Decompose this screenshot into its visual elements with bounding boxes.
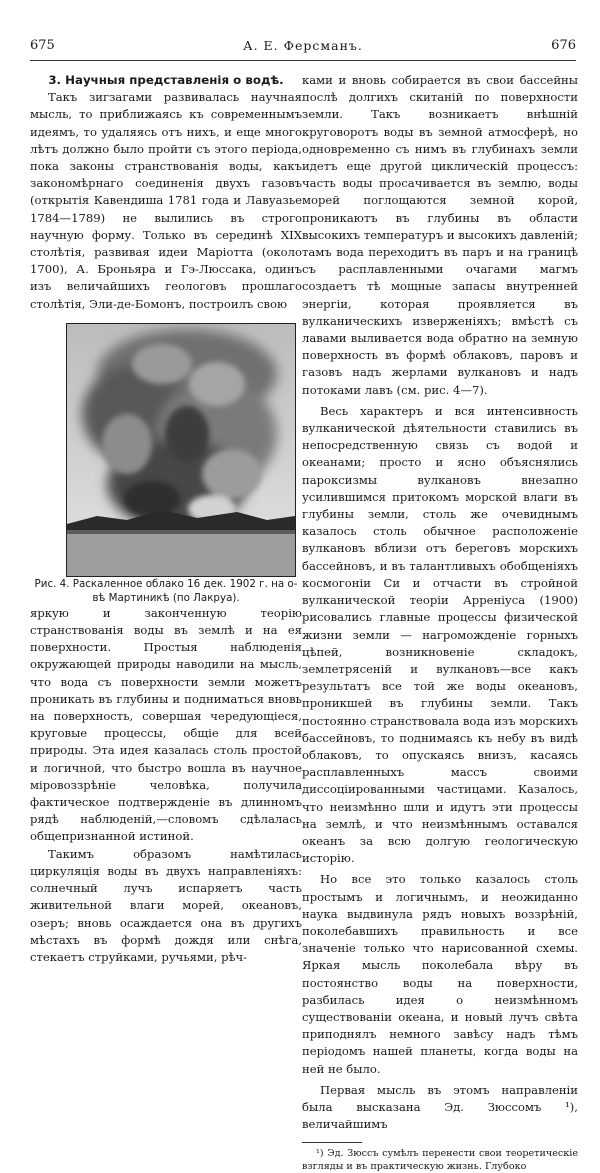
right-column	[302, 72, 578, 1173]
paragraph: Такимъ образомъ намѣтилась циркуляція воды въ двухъ направленіяхъ: солнечный лучъ испаряетъ часть живительной влаги морей, океановъ, озеръ; вновь осаждается она въ другихъ мѣстахъ въ формѣ дождя или снѣга, стекаетъ струйками, ручьями, рѣч-	[30, 846, 302, 964]
paragraph: яркую и законченную теорію странствованія воды въ землѣ и на ея поверхности. Простыя наблюденія окружающей природы наводили на мысль, что вода съ поверхности земли можетъ проникать въ глубины и подниматься вновь на поверхность, совершая чередующіеся, круговые процессы, общіе для всей природы. Эта идея казалась столь простой и логичной, что быстро вошла въ научное міровоззрѣніе человѣка, получила фактическое подтвержденіе въ длинномъ рядѣ наблюденій,—словомъ сдѣлалась общепризнанной истиной.	[30, 605, 302, 844]
paragraph: Весь характеръ и вся интенсивность вулканической дѣятельности ставились въ непосредственную связь съ водой и океанами; просто и ясно объяснялись пароксизмы вулкановъ внезапно усилившимся притокомъ морской влаги въ глубины земли, столь же очевиднымъ казалось столь обычное расположеніе вулкановъ вблизи отъ береговъ морскихъ бассейновъ, и въ талантливыхъ обобщеніяхъ космогоніи Си и отчасти въ стройной вулканической теоріи Арреніуса (1900) рисовались главные процессы физической жизни земли — нагроможденіе горныхъ цѣпей, возникновеніе складокъ, землетрясеній и вулкановъ—все какъ результатъ все той же воды океановъ, проникшей въ глубины земли. Такъ постоянно странствовала вода изъ морскихъ бассейновъ, то поднимаясь къ небу въ видѣ облаковъ, то опускаясь внизъ, касаясь расплавленныхъ массъ своими диссоціированными частицами. Казалось, что неизмѣнно шли и идутъ эти процессы на землѣ, и что неизмѣннымъ оставался океанъ за всю долгую геологическую исторію.	[302, 403, 578, 866]
paragraph: Но все это только казалось столь простымъ и логичнымъ, и неожиданно наука выдвинула рядъ новыхъ воззрѣній, поколебавшихъ правильность и все значеніе только что нарисованной схемы. Яркая мысль поколебала вѣру въ постоянство воды на поверхности, разбилась идея о неизмѣнномъ существованіи океана, и новый лучъ свѣта приподнялъ немного завѣсу надъ тѣмъ періодомъ нашей планеты, когда воды на ней не было.	[302, 872, 578, 1076]
footnote-rule	[302, 1142, 362, 1143]
page-number-left: 675	[30, 38, 55, 53]
paragraph: Первая мысль въ этомъ направленіи была высказана Эд. Зюссомъ ¹), величайшимъ	[302, 1082, 578, 1132]
volcano-cloud-image	[67, 324, 295, 576]
page-number-right: 676	[551, 38, 576, 53]
volcano-photo	[66, 323, 296, 577]
section-title: 3. Научныя представленія о водѣ.	[48, 73, 284, 87]
left-column	[30, 72, 302, 966]
footnote: ¹) Эд. Зюссъ сумѣлъ перенести свои теоретическіе взгляды и въ практическую жизнь. Глубоко	[302, 1148, 578, 1173]
paragraph: Такъ зигзагами развивалась научная мысль, то приближаясь къ современнымъ идеямъ, то удаляясь отъ нихъ, и еще много лѣтъ должно было пройти съ этого періода, пока законы странствованія воды, какъ закономѣрнаго соединенія двухъ газовъ (открытія Кавендиша 1781 года и Лавуазье 1784—1789) не вылились въ строго научную форму. Только въ серединѣ XIX столѣтія, развивая идеи Маріотта (около 1700), А. Броньяра и Гэ-Люссака, одинъ изъ величайшихъ геологовъ прошлаго столѣтія, Эли-де-Бомонъ, построилъ свою	[30, 90, 302, 311]
page-header	[30, 38, 576, 56]
figure-caption: Рис. 4. Раскаленное облако 16 дек. 1902 г. на о-вѣ Мартиникѣ (по Лакруа).	[34, 577, 298, 604]
paragraph: ками и вновь собирается въ свои бассейны послѣ долгихъ скитаній по поверхности земли. Такъ возникаетъ внѣшній круговоротъ воды въ земной атмосферѣ, но одновременно съ нимъ въ глубинахъ земли идетъ еще другой циклическій процессъ: часть воды просачивается въ землю, воды морей поглощаются земной корой, проникаютъ въ глубины въ области высокихъ температуръ и высокихъ давленій; тамъ вода переходитъ въ паръ и на границѣ съ расплавленными очагами магмъ создаетъ тѣ мощные запасы внутренней энергіи, которая проявляется въ вулканическихъ изверженіяхъ; вмѣстѣ съ лавами выливается вода обратно на земную поверхность въ формѣ облаковъ, паровъ и газовъ надъ жерлами вулкановъ и надъ потоками лавъ (см. рис. 4—7).	[302, 73, 578, 397]
running-title: А. Е. Ферсманъ.	[243, 38, 363, 53]
header-rule	[30, 60, 576, 61]
